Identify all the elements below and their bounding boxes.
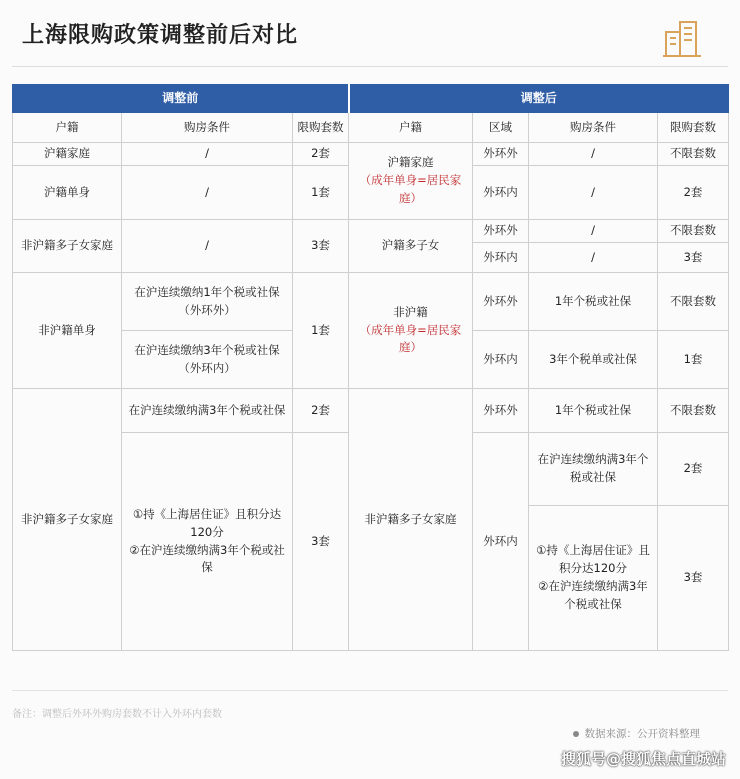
- after-g4-in-cond-b: [529, 506, 658, 651]
- after-g3-r1-area: 外环外: [473, 273, 529, 331]
- after-g3-r2-limit: 1套: [658, 331, 729, 389]
- before-r2-cond: /: [122, 166, 293, 220]
- header-before: 调整前: [13, 85, 349, 113]
- before-r4-cond-b: 在沪连续缴纳3年个税或社保（外环内）: [122, 331, 293, 389]
- data-source-text: 数据来源：公开资料整理: [584, 728, 700, 740]
- after-g4-huji: 非沪籍多子女家庭: [349, 389, 473, 651]
- after-g2-huji: 沪籍多子女: [349, 220, 473, 273]
- after-g1-r1-area: 外环外: [473, 143, 529, 166]
- after-g4-out-limit: 不限套数: [658, 389, 729, 433]
- col-huji-after: 户籍: [349, 113, 473, 143]
- after-g4-in-cond-b2: ②在沪连续缴纳满3年个税或社保: [538, 579, 648, 611]
- before-r2-huji: 沪籍单身: [13, 166, 122, 220]
- before-r4-limit: 1套: [293, 273, 349, 389]
- before-r4-cond-a: 在沪连续缴纳1年个税或社保（外环外）: [122, 273, 293, 331]
- before-r5-huji: 非沪籍多子女家庭: [13, 389, 122, 651]
- header-after: 调整后: [349, 85, 729, 113]
- before-r5-cond-b: [122, 433, 293, 651]
- watermark: 搜狐号@搜狐焦点直城站: [560, 750, 726, 768]
- before-r2-limit: 1套: [293, 166, 349, 220]
- before-r3-limit: 3套: [293, 220, 349, 273]
- before-r1-huji: 沪籍家庭: [13, 143, 122, 166]
- page-title: 上海限购政策调整前后对比: [22, 23, 299, 48]
- col-limit-after: 限购套数: [658, 113, 729, 143]
- building-icon: [662, 18, 702, 58]
- before-r5-limit-b: 3套: [293, 433, 349, 651]
- title-divider: [12, 66, 728, 67]
- after-g2-r2-cond: /: [529, 243, 658, 273]
- after-g2-r1-area: 外环外: [473, 220, 529, 243]
- data-source: [573, 726, 701, 741]
- after-g2-r1-limit: 不限套数: [658, 220, 729, 243]
- after-g4-in-cond-b1: ①持《上海居住证》且积分达120分: [536, 543, 650, 576]
- before-r5-cond-b1: ①持《上海居住证》且积分达120分: [132, 506, 282, 539]
- after-g1-r1-limit: 不限套数: [658, 143, 729, 166]
- after-g2-r1-cond: /: [529, 220, 658, 243]
- after-g3-r2-area: 外环内: [473, 331, 529, 389]
- after-g3-r2-cond: 3年个税单或社保: [529, 331, 658, 389]
- policy-comparison-table: [12, 84, 729, 651]
- before-r5-cond-b2: ②在沪连续缴纳满3年个税或社保: [129, 542, 285, 575]
- after-g4-in-limit-b: 3套: [658, 506, 729, 651]
- before-r1-cond: /: [122, 143, 293, 166]
- after-g3-r1-limit: 不限套数: [658, 273, 729, 331]
- footnote: 备注：调整后外环外购房套数不计入外环内套数: [12, 709, 222, 720]
- before-r1-limit: 2套: [293, 143, 349, 166]
- col-limit: 限购套数: [293, 113, 349, 143]
- after-g1-r2-limit: 2套: [658, 166, 729, 220]
- before-r3-cond: /: [122, 220, 293, 273]
- before-r5-limit-a: 2套: [293, 389, 349, 433]
- after-g2-r2-limit: 3套: [658, 243, 729, 273]
- before-r3-huji: 非沪籍多子女家庭: [13, 220, 122, 273]
- after-g4-in-cond-a: 在沪连续缴纳满3年个税或社保: [529, 433, 658, 506]
- col-huji: 户籍: [13, 113, 122, 143]
- after-g3-r1-cond: 1年个税或社保: [529, 273, 658, 331]
- after-g4-in-limit-a: 2套: [658, 433, 729, 506]
- after-g1-note: （成年单身=居民家庭）: [359, 173, 462, 205]
- after-g4-in-area: 外环内: [473, 433, 529, 651]
- col-condition: 购房条件: [122, 113, 293, 143]
- after-g1-r2-cond: /: [529, 166, 658, 220]
- after-g4-out-area: 外环外: [473, 389, 529, 433]
- col-condition-after: 购房条件: [529, 113, 658, 143]
- after-g4-out-cond: 1年个税或社保: [529, 389, 658, 433]
- before-r5-cond-a: 在沪连续缴纳满3年个税或社保: [122, 389, 293, 433]
- after-g3-note: （成年单身=居民家庭）: [359, 322, 462, 355]
- footer-divider: [12, 690, 728, 691]
- after-g3-huji: 非沪籍 （成年单身=居民家庭）: [349, 273, 473, 389]
- after-g2-r2-area: 外环内: [473, 243, 529, 273]
- col-area: 区域: [473, 113, 529, 143]
- after-g1-r2-area: 外环内: [473, 166, 529, 220]
- bullet-icon: [573, 731, 579, 737]
- before-r4-huji: 非沪籍单身: [13, 273, 122, 389]
- after-g1-r1-cond: /: [529, 143, 658, 166]
- after-g1-huji: 沪籍家庭 （成年单身=居民家庭）: [349, 143, 473, 220]
